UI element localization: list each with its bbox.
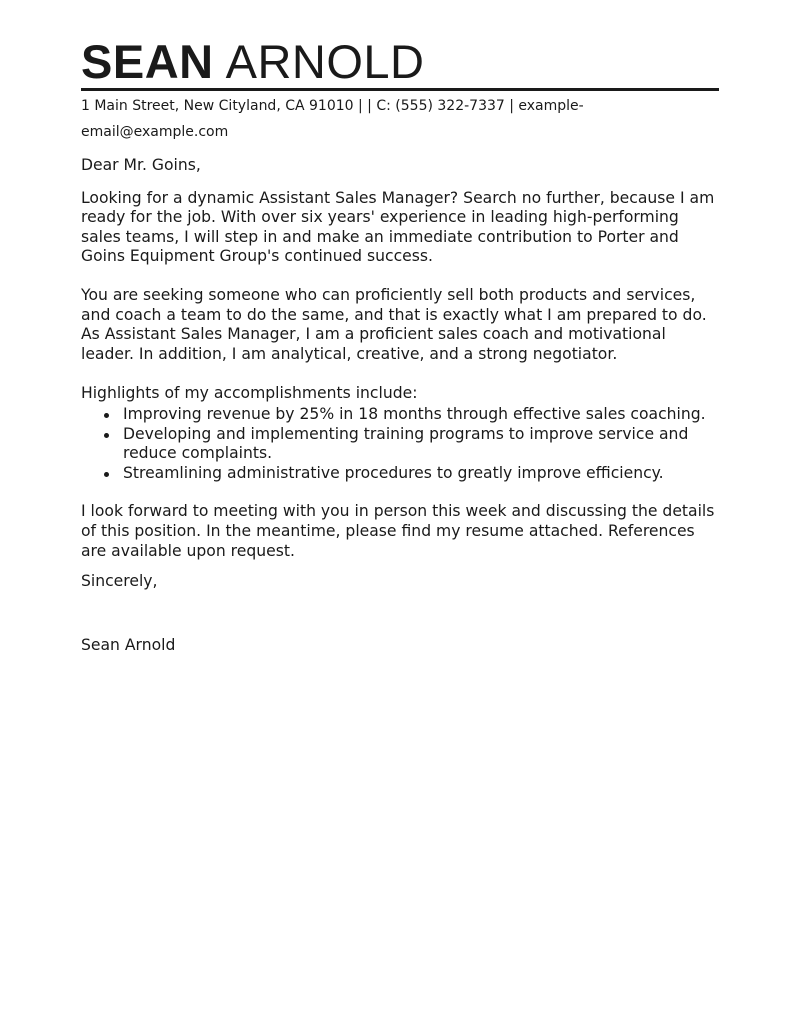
bullet-icon xyxy=(104,413,109,418)
body-paragraph-2: You are seeking someone who can proficiently sell both products and services, and coach a team to do the same, and that is exactly what I am prepared to do. As Assistant Sales Manager, I am a proficient sales coach and motivational leader. In addition, I am analytical, creative, and a strong negotiator. xyxy=(81,285,707,363)
bullet-icon xyxy=(104,433,109,438)
closing-paragraph: I look forward to meeting with you in person this week and discussing the details of this position. In the meantime, please find my resume attached. References are available upon request. xyxy=(81,502,715,560)
bullet-icon xyxy=(104,472,109,477)
salutation: Dear Mr. Goins, xyxy=(81,156,201,174)
last-name: ARNOLD xyxy=(225,35,425,88)
list-item-text: Improving revenue by 25% in 18 months through effective sales coaching. xyxy=(123,404,706,423)
signature-name: Sean Arnold xyxy=(81,635,176,654)
body-paragraph-1: Looking for a dynamic Assistant Sales Manager? Search no further, because I am ready for the job. With over six years' experience in leading high-performing sales teams, I will step in and make an immediate contribution to Porter and Goins Equipment Group's continued success. xyxy=(81,188,715,266)
list-item-text: Developing and implementing training programs to improve service and reduce complaints. xyxy=(123,424,689,463)
first-name: SEAN xyxy=(81,35,214,88)
sign-off: Sincerely, xyxy=(81,572,158,591)
highlights-intro: Highlights of my accomplishments include: xyxy=(81,384,418,403)
header-divider xyxy=(81,88,719,91)
contact-info: 1 Main Street, New Cityland, CA 91010 | | C: (555) 322-7337 | example-email@example.com xyxy=(81,98,584,140)
list-item xyxy=(81,464,721,484)
cover-letter-page xyxy=(81,35,721,655)
list-item-text: Streamlining administrative procedures to greatly improve efficiency. xyxy=(123,463,664,482)
list-item xyxy=(81,425,721,464)
list-item xyxy=(81,405,721,425)
applicant-name-heading xyxy=(81,35,721,88)
highlights-list xyxy=(81,405,721,483)
